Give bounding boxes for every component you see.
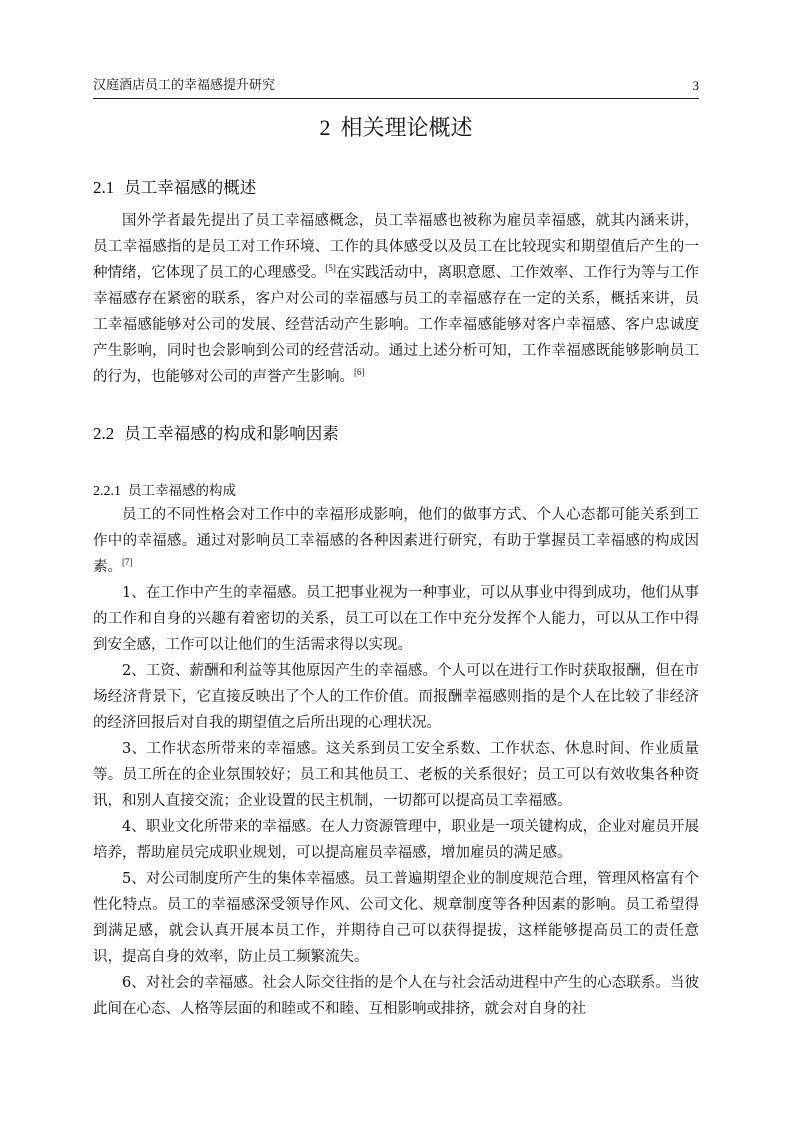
list-item-1: 1、在工作中产生的幸福感。员工把事业视为一种事业，可以从事业中得到成功，他们从事的工作和自身的兴趣有着密切的关系，员工可以在工作中充分发挥个人能力，可以从工作中得到安全感，工作可以让他们的生活需求得以实现。 [93, 585, 699, 653]
list-item-2: 2、工资、薪酬和利益等其他原因产生的幸福感。个人可以在进行工作时获取报酬，但在市场经济背景下，它直接反映出了个人的工作价值。而报酬幸福感则指的是个人在比较了非经济的经济回报后对自我的期望值之后所出现的心理状况。 [93, 663, 699, 731]
list-item-5: 5、对公司制度所产生的集体幸福感。员工普遍期望企业的制度规范合理，管理风格富有个性化特点。员工的幸福感深受领导作风、公司文化、规章制度等各种因素的影响。员工希望得到满足感，就会认真开展本员工作，并期待自己可以获得提拔，这样能够提高员工的责任意识，提高自身的效率，防止员工频繁流失。 [93, 871, 699, 965]
paragraph-text: 国外学者最先提出了员工幸福感概念，员工幸福感也被称为雇员幸福感，就其内涵来讲，员工幸福感指的是员工对工作环境、工作的具体感受以及员工在比较现实和期望值后产生的一种情绪，它体现了员工的心理感受。 [93, 213, 699, 281]
section-heading-2-1 [93, 176, 256, 200]
paragraph-intro [93, 502, 699, 580]
citation: [7] [122, 557, 133, 568]
section-title: 员工幸福感的概述 [124, 178, 257, 197]
list-item-3: 3、工作状态所带来的幸福感。这关系到员工安全系数、工作状态、休息时间、作业质量等。员工所在的企业氛围较好；员工和其他员工、老板的关系很好；员工可以有效收集各种资讯，和别人直接交流；企业设置的民主机制，一切都可以提高员工幸福感。 [93, 741, 699, 809]
citation: [5] [325, 263, 336, 274]
subsection-number: 2.2.1 [93, 484, 121, 499]
section-heading-2-2 [93, 422, 339, 446]
paragraph-2-1 [93, 208, 699, 390]
chapter-title-text: 相关理论概述 [340, 116, 473, 141]
paragraph-text: 员工的不同性格会对工作中的幸福形成影响，他们的做事方式、个人心态都可能关系到工作中的幸福感。通过对影响员工幸福感的各种因素进行研究，有助于掌握员工幸福感的构成因素。 [93, 507, 699, 575]
section-number: 2.2 [93, 424, 115, 443]
subsection-heading-2-2-1 [93, 480, 236, 503]
subsection-title: 员工幸福感的构成 [128, 483, 236, 499]
section-title: 员工幸福感的构成和影响因素 [124, 424, 339, 443]
page-number: 3 [692, 78, 699, 93]
list-item-4: 4、职业文化所带来的幸福感。在人力资源管理中，职业是一项关键构成，企业对雇员开展培养，帮助雇员完成职业规划，可以提高雇员幸福感，增加雇员的满足感。 [93, 819, 699, 861]
paragraph-text: 在实践活动中，离职意愿、工作效率、工作行为等与工作幸福感存在紧密的联系，客户对公司的幸福感与员工的幸福感存在一定的关系，概括来讲，员工幸福感能够对公司的发展、经营活动产生影响。工作幸福感能够对客户幸福感、客户忠诚度产生影响，同时也会影响到公司的经营活动。通过上述分析可知，工作幸福感既能够影响员工的行为，也能够对公司的声誉产生影响。 [93, 265, 699, 385]
running-header [93, 76, 699, 96]
list-item-6: 6、对社会的幸福感。社会人际交往指的是个人在与社会活动进程中产生的心态联系。当彼此间在心态、人格等层面的和睦或不和睦、互相影响或排挤，就会对自身的社 [93, 975, 699, 1017]
chapter-title [93, 113, 699, 144]
chapter-number: 2 [319, 115, 331, 140]
citation: [6] [354, 367, 365, 378]
section-number: 2.1 [93, 178, 115, 197]
running-title: 汉庭酒店员工的幸福感提升研究 [93, 78, 276, 93]
header-rule [93, 98, 699, 99]
